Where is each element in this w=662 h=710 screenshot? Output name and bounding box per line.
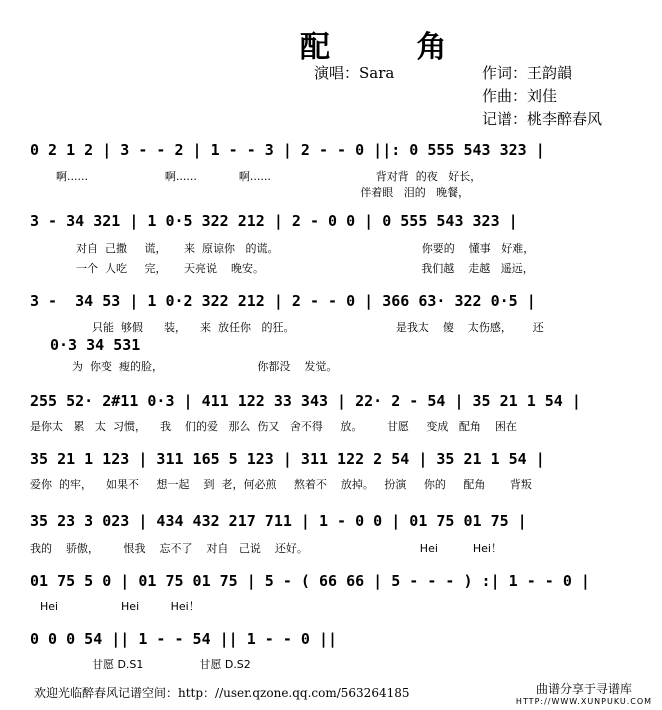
score-line-1: 0 2 1 2 | 3 - - 2 | 1 - - 3 | 2 - - 0 ||: 0 555 543 323 | <box>30 141 545 159</box>
lyrics-line-2b: 一个 人吃 完， 天亮说 晚安。 我们越 走越 遥远， <box>76 262 534 275</box>
score-line-6: 35 21 1 123 | 311 165 5 123 | 311 122 2 54 | 35 21 1 54 | <box>30 450 545 468</box>
lyrics-line-1a: 啊...... 啊...... 啊...... 背对背 的夜 好长， <box>56 170 482 183</box>
lyrics-line-3: 只能 够假 装， 来 放任你 的狂。 是我太 傻 太伤感， 还 <box>92 321 544 334</box>
lyricist-credit: 作词：王韵韻 <box>482 64 573 82</box>
score-line-5: 255 52· 2#11 0·3 | 411 122 33 343 | 22· 2 - 54 | 35 21 1 54 | <box>30 392 581 410</box>
lyrics-line-9: 甘愿 D.S1 甘愿 D.S2 <box>50 658 251 671</box>
score-line-4: 0·3 34 531 <box>50 336 141 354</box>
score-line-9: 0 0 0 54 || 1 - - 54 || 1 - - 0 || <box>30 630 338 648</box>
lyrics-line-5: 是你太 累 太 习惯， 我 们的爱 那么 伤又 舍不得 放。 甘愿 变成 配角 困在 <box>30 420 517 433</box>
watermark-url: HTTP://WWW.XUNPUKU.COM <box>515 697 653 706</box>
watermark-box <box>510 680 658 706</box>
watermark-main: 曲谱分享于寻谱库 <box>535 682 632 696</box>
lyrics-line-1b: 伴着眼 泪的 晚餐， <box>56 186 470 199</box>
score-line-7: 35 23 3 023 | 434 432 217 711 | 1 - 0 0 | 01 75 01 75 | <box>30 512 527 530</box>
transcriber-credit: 记谱：桃李醉春风 <box>482 110 603 128</box>
lyrics-line-2a: 对自 己撒 谎， 来 原谅你 的谎。 你要的 懂事 好难， <box>76 242 535 255</box>
lyrics-line-6: 爱你 的牢， 如果不 想一起 到 老，何必煎 熬着不 放掉。 扮演 你的 配角 背叛 <box>30 478 532 491</box>
score-line-3: 3 - 34 53 | 1 0·2 322 212 | 2 - - 0 | 366 63· 322 0·5 | <box>30 292 536 310</box>
footer-credit: 欢迎光临醉春风记谱空间：http：//user.qzone.qq.com/563264185 <box>34 686 410 700</box>
lyrics-line-7: 我的 骄傲， 恨我 忘不了 对自 己说 还好。 Hei Hei！ <box>30 542 502 555</box>
singer-credit: 演唱：Sara <box>314 64 395 82</box>
score-line-8: 01 75 5 0 | 01 75 01 75 | 5 - ( 66 66 | 5 - - - ) :| 1 - - 0 | <box>30 572 590 590</box>
composer-credit: 作曲：刘佳 <box>482 87 558 105</box>
score-line-2: 3 - 34 321 | 1 0·5 322 212 | 2 - 0 0 | 0 555 543 323 | <box>30 212 518 230</box>
lyrics-line-4: 为 你变 瘦的脸， 你都没 发觉。 <box>72 360 338 373</box>
lyrics-line-8: Hei Hei Hei！ <box>40 600 200 613</box>
page-title: 配 角 <box>300 30 485 65</box>
